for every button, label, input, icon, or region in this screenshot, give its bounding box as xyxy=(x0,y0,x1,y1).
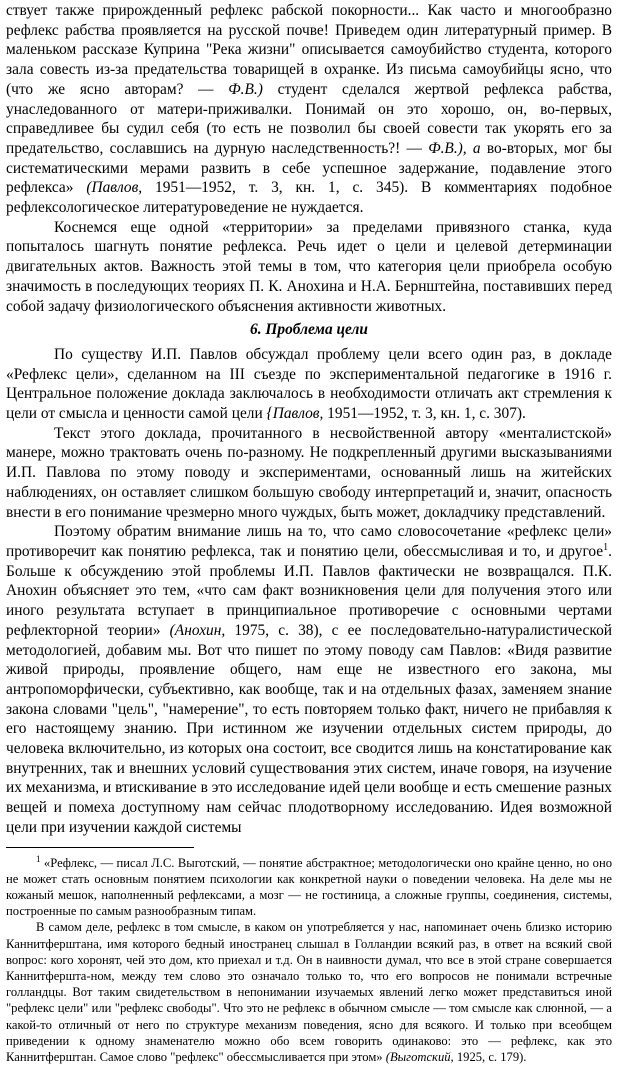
footnote-number: 1 xyxy=(36,853,41,864)
document-page xyxy=(6,1,612,1065)
editor-note-italic: Ф.В.) xyxy=(228,80,263,98)
citation-author: (Павлов, xyxy=(86,179,143,197)
footnote-text: 1925, с. 179). xyxy=(453,1049,527,1064)
footnote-text: «Рефлекс, — писал Л.С. Выготский, — понятие абстрактное; методологически оно крайне ценно, но оно не может стать основным понятием психологии как конкретной науки о поведении человека. На деле мы не кожаный мешок, наполненный рефлексами, а мозг — не гостиница, а сложные группы, соединения, системы, построенные по самым разнообразным типам. xyxy=(6,855,612,919)
paragraph-goal-reflex-report xyxy=(6,345,612,424)
paragraph-text: . Больше к обсуждению этой проблемы И.П. Павлов фактически не возвращался. П.К. Анохин объясняет это тем, «что сам факт возникновения цели для получения этого или иного результата вступает в принципиальное противоречие с основными чертами рефлекторной теории» xyxy=(6,542,612,639)
editor-note-italic: Ф.В.), а xyxy=(428,139,481,157)
citation-author: (Выготский, xyxy=(385,1049,454,1064)
paragraph-text: студент сделался жертвой рефлекса рабства, унаследованного от матери-приживалки. Понимай он это хорошо, он, во-первых, справедливее бы судил себя (то есть не позволил бы своей совести так укорять его за предательство, сославшись на дурную наследственность?! — xyxy=(6,80,612,157)
citation-author: (Анохин, xyxy=(169,621,226,639)
paragraph-text: ствует также прирожденный рефлекс рабской покорности... Как часто и многообразно рефлекс рабства проявляется на русской почве! Приведем один литературный пример. В маленьком рассказе Куприна "Река жизни" описывается самоубийство студента, которого зала совесть из-за предательства товарищей в охранке. Из письма самоубийцы ясно, что (что же ясно авторам? — xyxy=(6,2,612,98)
citation-author: {Павлов, xyxy=(266,405,324,423)
paragraph-text: Поэтому обратим внимание лишь на то, что само словосочетание «рефлекс цели» противоречит как понятию рефлекса, так и понятию цели, обессмысливая и то, и другое xyxy=(6,523,612,560)
paragraph-text: во-вторых, мог бы систематическими мерами развить в себе успешное задержание, подавление этого рефлекса» xyxy=(6,139,613,197)
paragraph-pavlov-reflex-slavery xyxy=(6,1,612,218)
paragraph-report-interpretation: Текст этого доклада, прочитанного в несвойственной автору «менталистской» манере, можно трактовать очень по-разному. Не подкрепленный другими высказываниями И.П. Павлова по этому поводу и экспериментами, основанный лишь на житейских наблюдениях, он оставляет слишком большую свободу интерпретаций и, значит, опасность внести в его понимание чрезмерно много чуждых, быть может, докладчику представлений. xyxy=(6,424,612,521)
footnote-text: В самом деле, рефлекс в том смысле, в каком он употребляется у нас, напоминает очень близко историю Каннитферштана, имя которого бедный иностранец слышал в Голландии всякий раз, в ответ на всякий свой вопрос: кого хоронят, чей это дом, кто приехал и т.д. Он в наивности думал, что все в этой стране совершается Каннитферштa-ном, между тем слово это означало только то, что его вопросов не понимали встречные голландцы. Вот таким свидетельством в непонимании изучаемых явлений легко может представиться иной "рефлекс цели" или "рефлекс свободы". Что это не рефлекс в обычном смысле — том смысле как слюнной, — а какой-то отличный от него по структуре механизм поведения, ясно для всякого. И только при всеобщем приведении к одному знаменателю можно обо всем говорить одинаково: это — рефлекс, как это Каннитферштан. Самое слово "рефлекс" обессмысливается при этом» xyxy=(6,920,612,1064)
paragraph-text: 1975, с. 38), с ее последовательно-натуралистической методологией, добавим мы. Вот что пишет по этому поводу сам Павлов: «Видя развитие живой природы, проявление общего, нам еще не известного его закона, мы антропоморфически, субъективно, как вообще, так и на отдельных фазах, заменяем знание закона словами "цель", "намерение", то есть повторяем только факт, ничего не прибавляя к его настоящему знанию. При истинном же изучении отдельных систем природы, до человека включительно, из которых она состоит, все сводится лишь на констатирование как внутренних, так и внешних условий существования этих систем, иначе говоря, на изучение их механизма, и втискивание в это исследование идей цели вообще и есть смешение разных вещей и помеха доступному нам сейчас плодотворному исследованию. Идея возможной цели при изучении каждой системы xyxy=(6,621,612,836)
paragraph-goal-territory: Коснемся еще одной «территории» за пределами привязного станка, куда попыталось шагнуть понятие рефлекса. Речь идет о цели и целевой детерминации двигательных актов. Важность этой темы в том, что категория цели приобрела особую значимость в последующих теориях П. К. Анохина и Н.А. Бернштейна, поставивших перед собой задачу физиологического объяснения активности животных. xyxy=(6,218,612,315)
paragraph-goal-contradiction xyxy=(6,522,612,837)
footnote-ref[interactable]: 1 xyxy=(603,541,609,553)
paragraph-text: 1951—1952, т. 3, кн. 1, с. 307). xyxy=(323,405,526,423)
footnote-divider xyxy=(6,847,194,848)
footnote-1 xyxy=(6,855,612,920)
paragraph-text: 1951—1952, т. 3, кн. 1, с. 345). В комментариях подобное рефлексологическое литературоведение не нуждается. xyxy=(6,179,612,217)
section-heading: 6. Проблема цели xyxy=(250,321,368,339)
paragraph-text: По существу И.П. Павлов обсуждал проблему цели всего один раз, в докладе «Рефлекс цели», сделанном на III съезде по экспериментальной педагогике в 1916 г. Центральное положение доклада заключалось в необходимости отличать акт стремления к цели от смысла и ценности самой цели xyxy=(6,345,612,423)
footnote-1-continued xyxy=(6,919,612,1065)
